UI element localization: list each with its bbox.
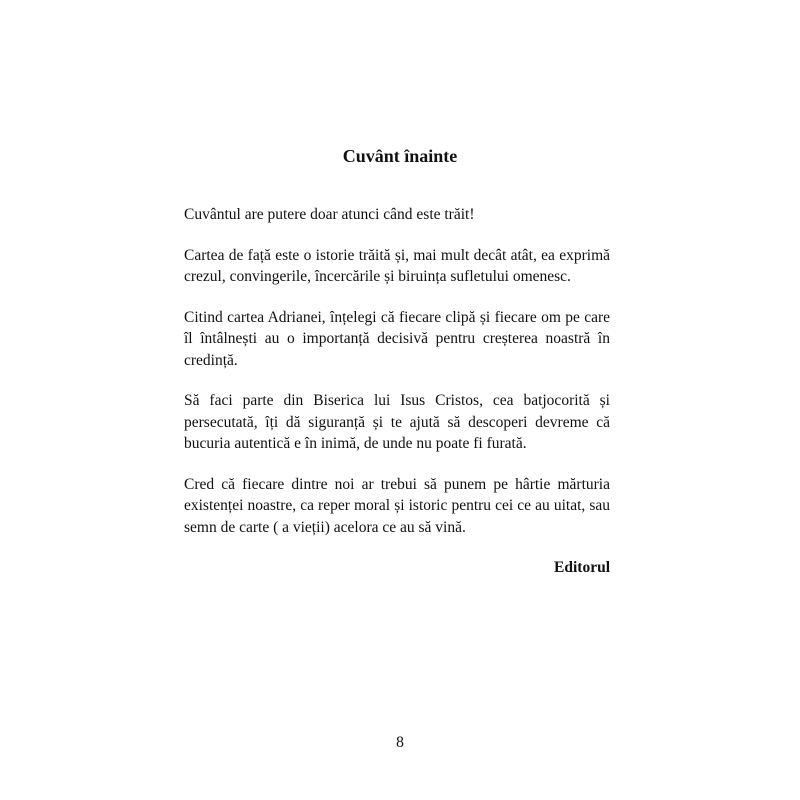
paragraph: Cuvântul are putere doar atunci când este trăit! [184, 206, 475, 223]
paragraph: Să faci parte din Biserica lui Isus Cristos, cea batjocorită și persecutată, îți dă siguranță și te ajută să descoperi devreme că bucuria autentică e în inimă, de unde nu poate fi furată. [184, 392, 610, 452]
signature: Editorul [554, 559, 610, 576]
paragraph: Cartea de față este o istorie trăită și, mai mult decât atât, ea exprimă crezul, convingerile, încercările și biruința sufletului omenesc. [184, 246, 610, 285]
paragraph: Cred că fiecare dintre noi ar trebui să punem pe hârtie mărturia existenței noastre, ca reper moral și istoric pentru cei ce au uitat, sau semn de carte ( a vieții) acelora ce au să vină. [184, 475, 610, 536]
page-number: 8 [396, 734, 404, 751]
paragraph: Citind cartea Adrianei, înțelegi că fiecare clipă și fiecare om pe care îl întâlnești au o importanță decisivă pentru creșterea noastră în credință. [184, 308, 610, 369]
chapter-title: Cuvânt înainte [342, 146, 458, 166]
page-body [184, 204, 610, 579]
